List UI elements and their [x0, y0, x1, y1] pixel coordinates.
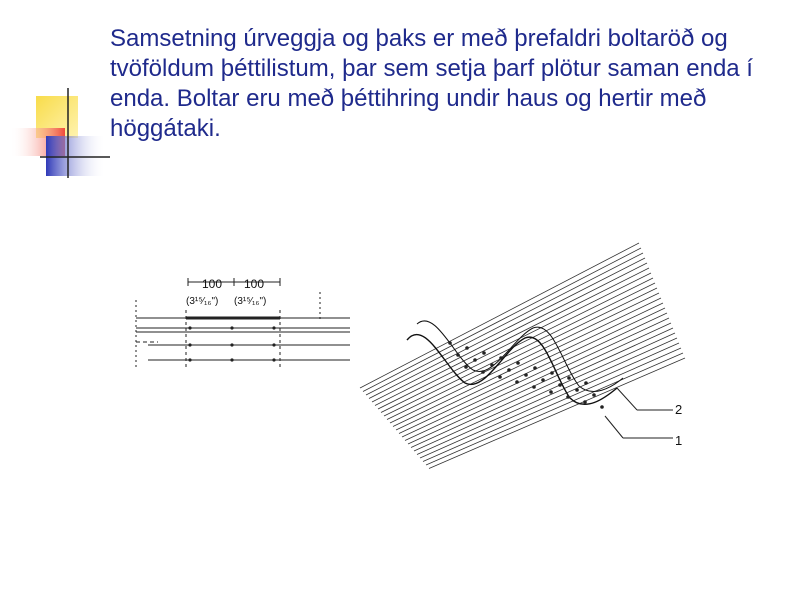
bolt-dot [549, 390, 553, 394]
bolt-dot [456, 353, 460, 357]
bolt-dot [481, 370, 485, 374]
panel-hatch-line [366, 253, 643, 395]
callout-label-2: 2 [675, 402, 683, 417]
dim-label-1: 100 [202, 277, 223, 291]
bolt-dot [533, 366, 537, 370]
bolt-dot [515, 380, 519, 384]
bolt-dot [592, 393, 596, 397]
panel-hatch-line [390, 293, 659, 423]
panel-hatch-line [375, 268, 649, 406]
bolt-dot [541, 378, 545, 382]
bolt-dot [567, 376, 571, 380]
panel-hatch-line [378, 273, 651, 409]
callout-label-1: 1 [675, 433, 683, 448]
bolt-dot [482, 351, 486, 355]
bolt-dot [558, 383, 562, 387]
slide-body-text: Samsetning úrveggja og þaks er með þrefaldri boltaröð og tvöföldum þéttilistum, þar sem setja þarf plötur saman enda í enda. Boltar eru með þéttihring undir haus og hertir með höggátaki. [110, 25, 753, 142]
panel-hatch-line [408, 323, 671, 444]
bolt-dot [584, 381, 588, 385]
bolt-dot [464, 365, 468, 369]
panel-hatch-line [423, 348, 681, 462]
decorative-corner-graphic [0, 0, 110, 190]
panel-hatch-line [360, 243, 639, 388]
bolt-dot [448, 341, 452, 345]
bolt-dot [507, 368, 511, 372]
bolt-dot [575, 388, 579, 392]
bolt-dot [465, 346, 469, 350]
dim-imperial-2: (3¹⁵⁄₁₆") [234, 296, 267, 307]
bolt-dot [566, 395, 570, 399]
bolt-dot [498, 375, 502, 379]
panel-hatch-line [363, 248, 641, 392]
deco-blue-bar [46, 136, 106, 176]
bolt-dot [550, 371, 554, 375]
bolt-dot [524, 373, 528, 377]
bolt-dot [532, 385, 536, 389]
panel-hatch-line [402, 313, 667, 437]
bolt-plan-drawing [128, 270, 356, 380]
bolt-dot [516, 361, 520, 365]
bolt-dot [499, 356, 503, 360]
panel-hatch-line [393, 298, 661, 427]
dim-imperial-1: (3¹⁵⁄₁₆") [186, 296, 219, 307]
dim-label-2: 100 [244, 277, 265, 291]
panel-overlap-drawing [355, 238, 700, 470]
bolt-dot [490, 363, 494, 367]
bolt-dot [473, 358, 477, 362]
bolt-dot [600, 405, 604, 409]
bolt-dot [583, 400, 587, 404]
